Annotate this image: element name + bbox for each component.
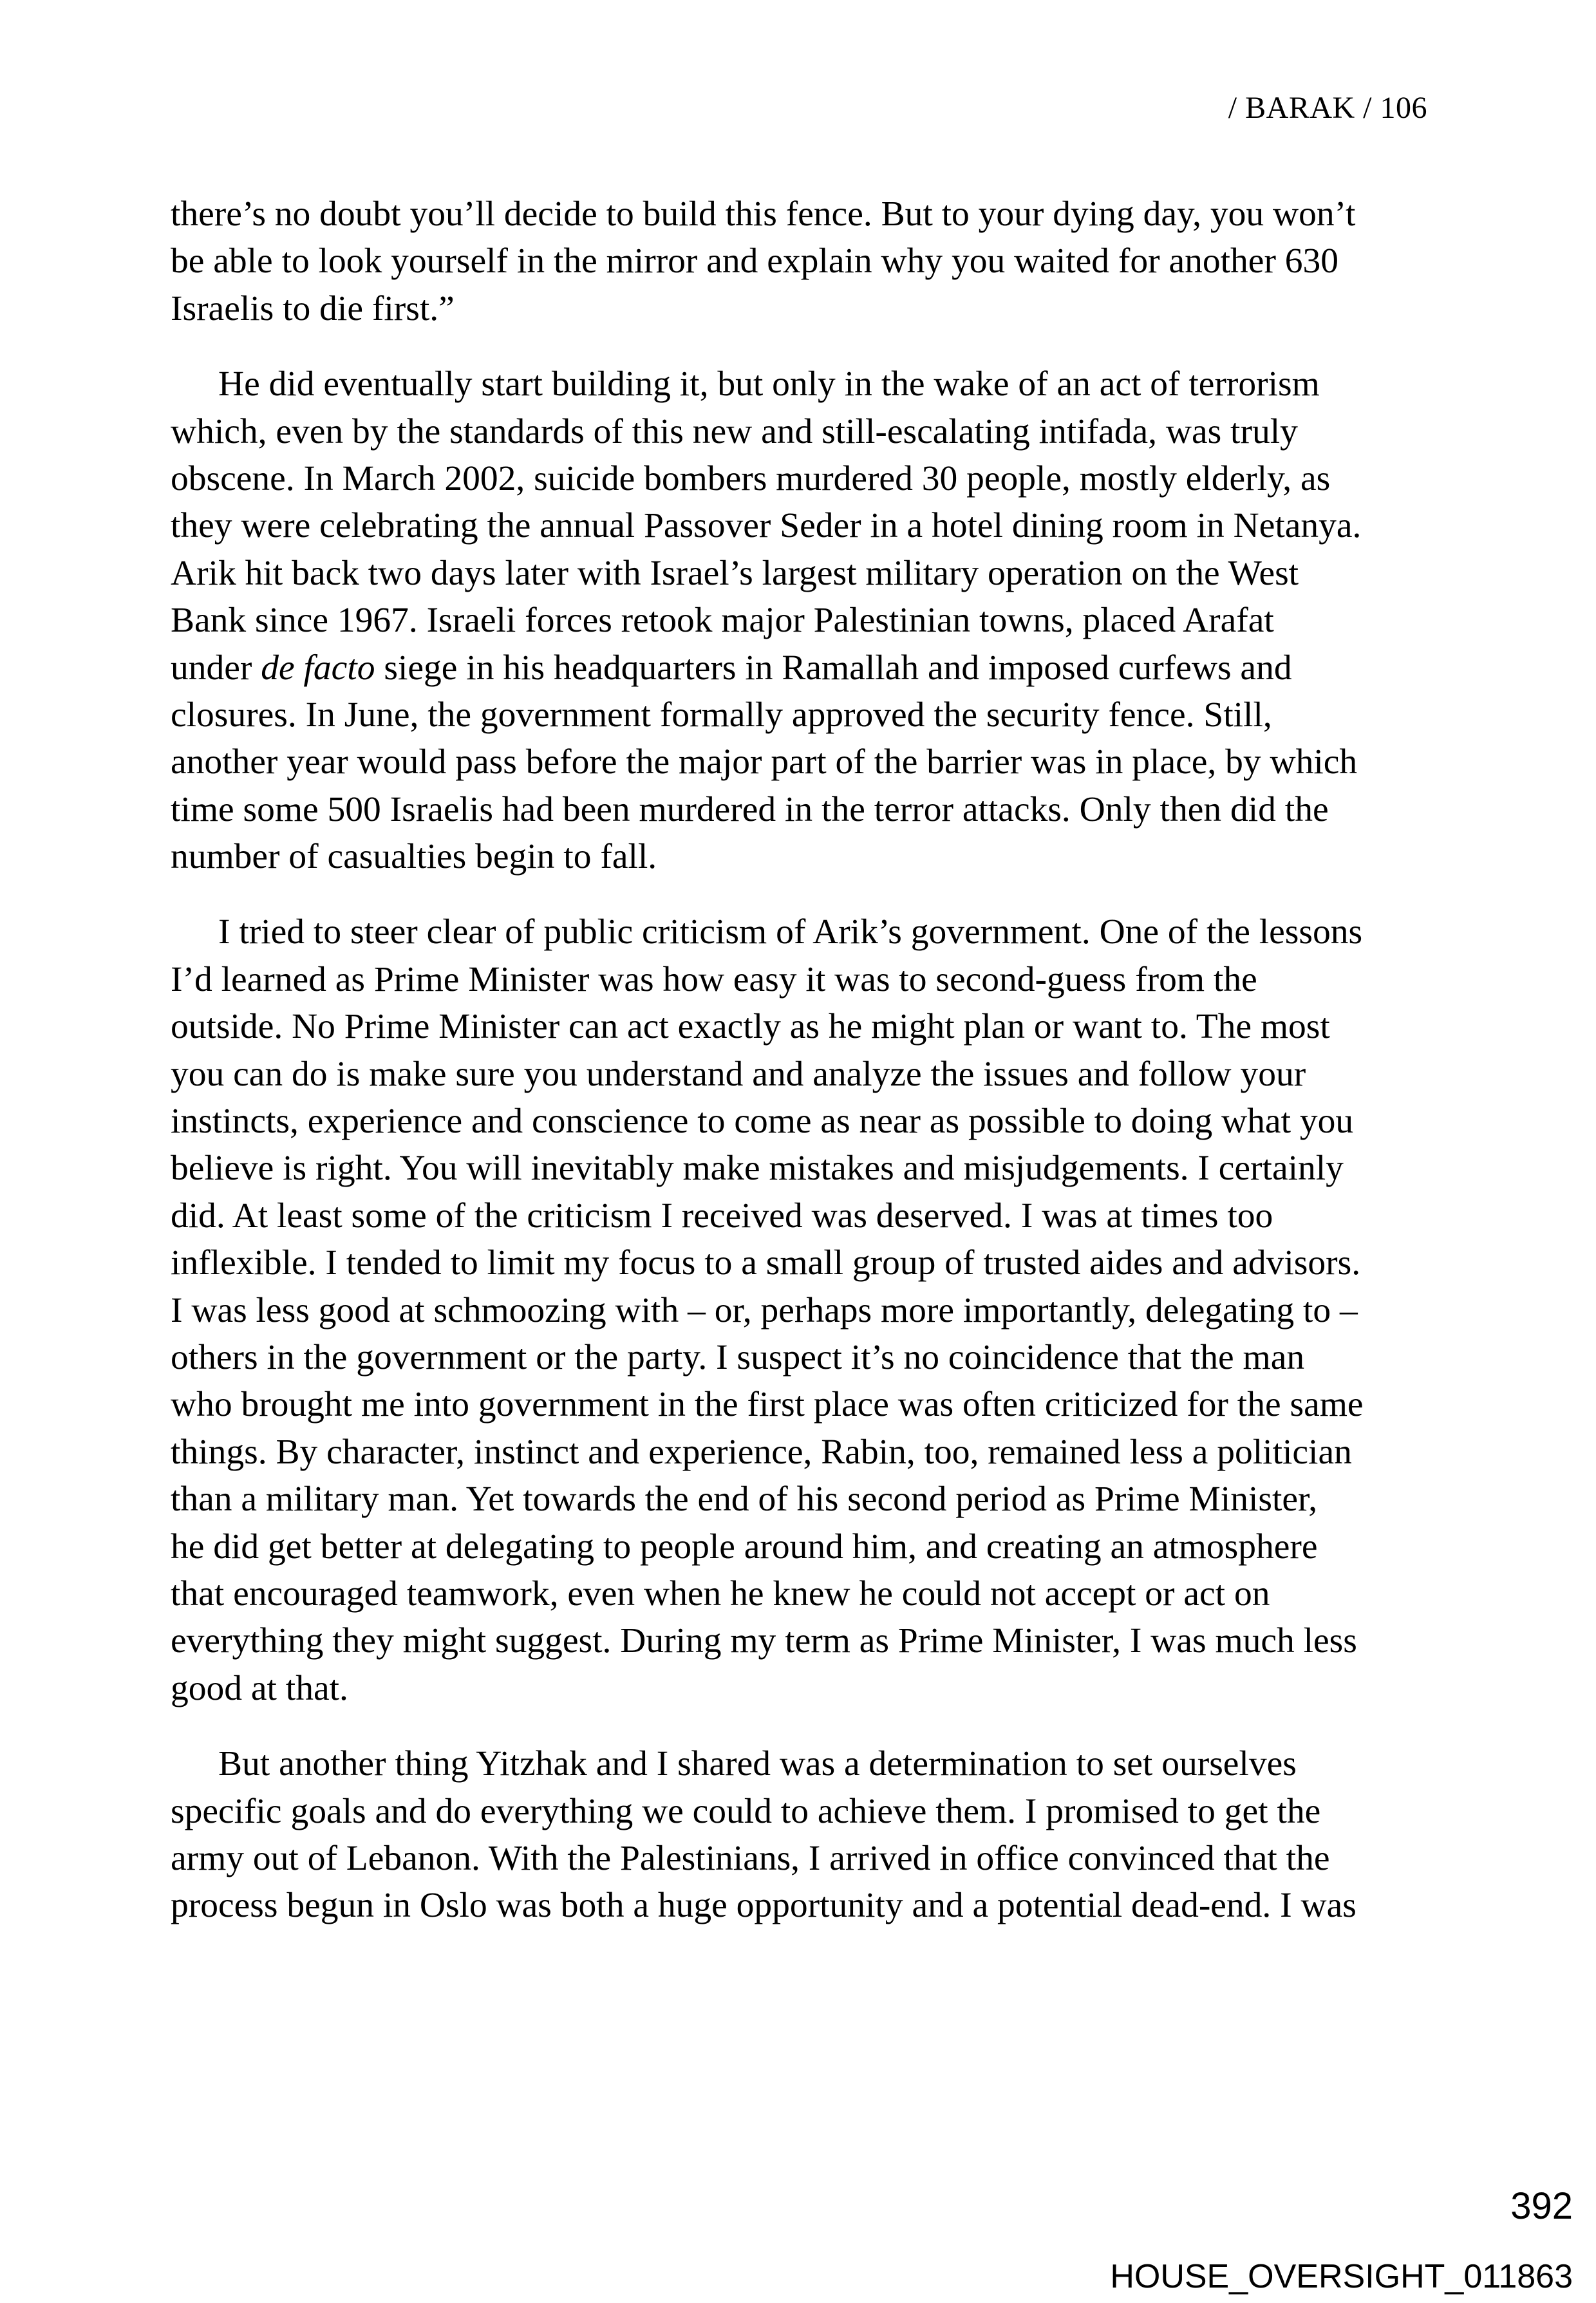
text-line: instincts, experience and conscience to come as near as possible to doing what you: [171, 1102, 1354, 1142]
text-line: closures. In June, the government formally approved the security fence. Still,: [171, 695, 1272, 735]
text-line: Israelis to die first.”: [171, 288, 455, 328]
text-line: outside. No Prime Minister can act exactly as he might plan or want to. The most: [171, 1007, 1330, 1047]
text-line: I’d learned as Prime Minister was how easy it was to second-guess from the: [171, 959, 1257, 999]
text-line: I tried to steer clear of public criticism of Arik’s government. One of the lessons: [218, 912, 1363, 952]
body-text: [171, 191, 1432, 1958]
paragraph-1: [171, 191, 1432, 332]
running-header: / BARAK / 106: [1228, 91, 1427, 125]
text-line: he did get better at delegating to people around him, and creating an atmosphere: [171, 1527, 1318, 1566]
text-line: things. By character, instinct and experience, Rabin, too, remained less a politician: [171, 1432, 1352, 1472]
text-segment: siege in his headquarters in Ramallah and imposed curfews and: [375, 648, 1292, 688]
text-line-with-italic: [171, 644, 1432, 691]
text-line: time some 500 Israelis had been murdered in the terror attacks. Only then did the: [171, 789, 1329, 829]
text-line: good at that.: [171, 1668, 348, 1708]
text-line: army out of Lebanon. With the Palestinians, I arrived in office convinced that the: [171, 1838, 1330, 1878]
text-line: number of casualties begin to fall.: [171, 837, 657, 877]
text-line: believe is right. You will inevitably make mistakes and misjudgements. I certainly: [171, 1149, 1344, 1189]
text-line: others in the government or the party. I suspect it’s no coincidence that the man: [171, 1337, 1305, 1377]
text-line: Arik hit back two days later with Israel’s largest military operation on the West: [171, 553, 1299, 593]
text-line: who brought me into government in the first place was often criticized for the same: [171, 1385, 1364, 1425]
paragraph-3: [171, 908, 1432, 1712]
text-line: did. At least some of the criticism I received was deserved. I was at times too: [171, 1196, 1273, 1236]
text-line: everything they might suggest. During my term as Prime Minister, I was much less: [171, 1621, 1357, 1661]
page-number: 392: [1510, 2185, 1573, 2227]
text-line: He did eventually start building it, but only in the wake of an act of terrorism: [218, 364, 1320, 404]
text-line: than a military man. Yet towards the end of his second period as Prime Minister,: [171, 1480, 1318, 1519]
text-line: But another thing Yitzhak and I shared was a determination to set ourselves: [218, 1744, 1297, 1784]
text-line: be able to look yourself in the mirror and explain why you waited for another 630: [171, 241, 1339, 281]
text-line: that encouraged teamwork, even when he knew he could not accept or act on: [171, 1574, 1270, 1613]
text-line: obscene. In March 2002, suicide bombers murdered 30 people, mostly elderly, as: [171, 458, 1331, 498]
text-line: I was less good at schmoozing with – or, perhaps more importantly, delegating to –: [171, 1290, 1358, 1330]
paragraph-4: [171, 1740, 1432, 1930]
text-line: process begun in Oslo was both a huge opportunity and a potential dead-end. I was: [171, 1886, 1357, 1926]
italic-phrase: de facto: [261, 648, 375, 688]
text-segment: under: [171, 648, 261, 688]
paragraph-2: [171, 361, 1432, 880]
text-line: which, even by the standards of this new and still-escalating intifada, was truly: [171, 411, 1298, 451]
text-line: specific goals and do everything we could to achieve them. I promised to get the: [171, 1791, 1321, 1831]
text-line: you can do is make sure you understand and analyze the issues and follow your: [171, 1054, 1306, 1094]
text-line: another year would pass before the major part of the barrier was in place, by which: [171, 742, 1358, 782]
text-line: they were celebrating the annual Passover Seder in a hotel dining room in Netanya.: [171, 506, 1362, 546]
bates-number: HOUSE_OVERSIGHT_011863: [1110, 2258, 1573, 2295]
text-line: inflexible. I tended to limit my focus to a small group of trusted aides and advisors.: [171, 1243, 1361, 1283]
text-line: Bank since 1967. Israeli forces retook major Palestinian towns, placed Arafat: [171, 601, 1274, 641]
text-line: there’s no doubt you’ll decide to build this fence. But to your dying day, you won’t: [171, 194, 1356, 234]
